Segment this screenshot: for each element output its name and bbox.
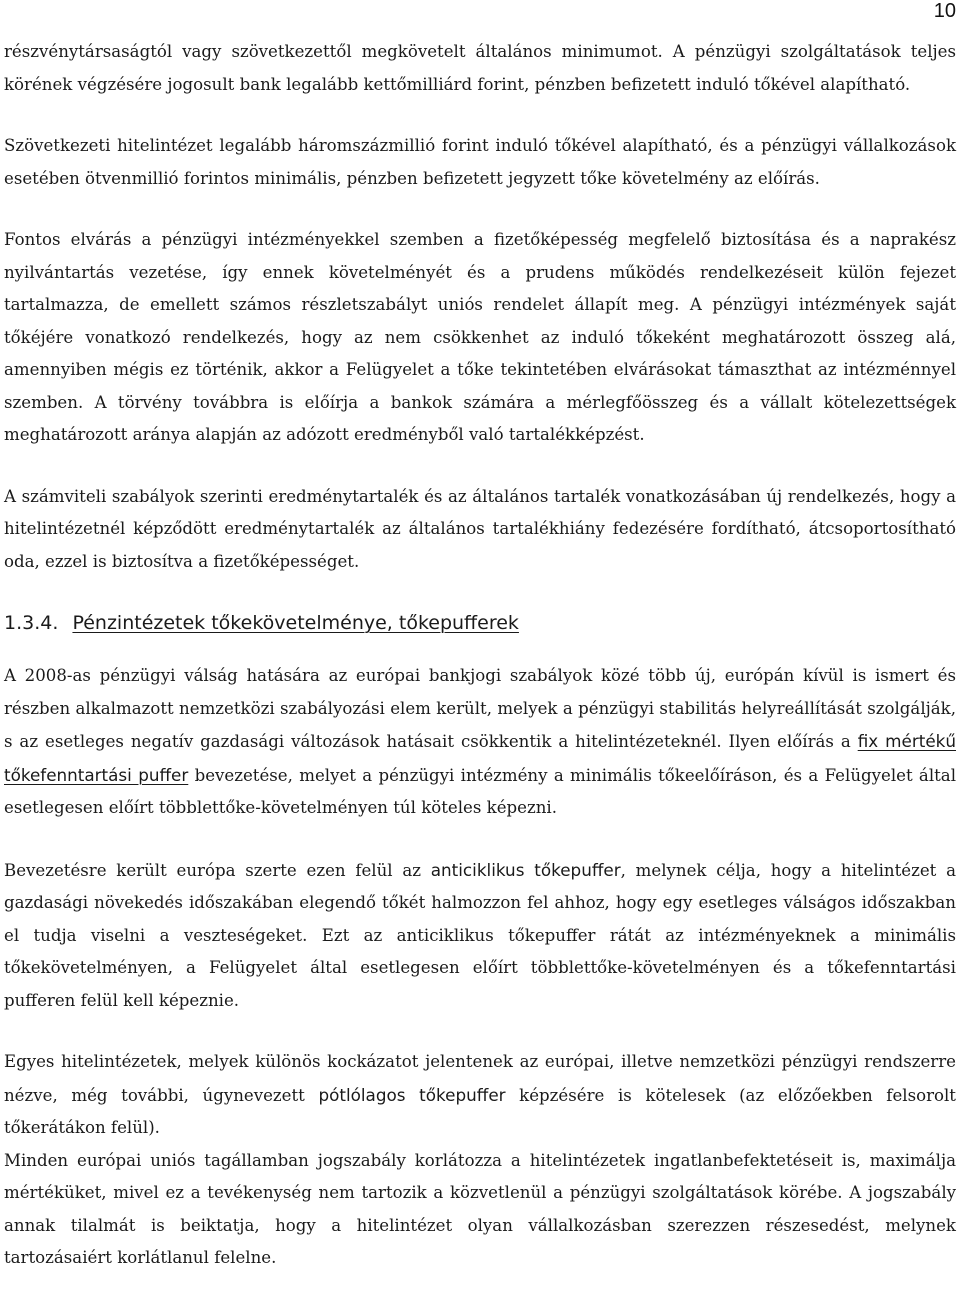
paragraph-text: A 2008-as pénzügyi válság hatására az európai bankjogi szabályok közé több új, európán kívül is ismert és részben alkalmazott nemzetközi szabályozási elem került, melyek a pénzügyi stabilitás helyreállítását szolgálják, s az esetleges negatív gazdasági változások hatásait csökkentik a hitelintézeteknél. Ilyen előírás a <box>4 666 956 751</box>
paragraph-solvency: Fontos elvárás a pénzügyi intézményekkel szemben a fizetőképesség megfelelő biztosítása és a naprakész nyilvántartás vezetése, így ennek követelményét és a prudens működés rendelkezéseit külön fejezet tartalmazza, de emellett számos részletszabályt uniós rendelet állapít meg. A pénzügyi intézmények saját tőkéjére vonatkozó rendelkezés, hogy az nem csökkenhet az induló tőkeként meghatározott összeg alá, amennyiben mégis ez történik, akkor a Felügyelet a tőke tekintetében elvárásokat támaszthat az intézménnyel szemben. A törvény továbbra is előírja a bankok számára a mérlegfőösszeg és a vállalt kötelezettségek meghatározott aránya alapján az adózott eredményből való tartalékképzést. <box>4 230 956 444</box>
document-body <box>4 36 956 1275</box>
paragraph-additional-buffer <box>4 1046 956 1145</box>
paragraph-minimum-capital: részvénytársaságtól vagy szövetkezettől megkövetelt általános minimumot. A pénzügyi szolgáltatások teljes körének végzésére jogosult bank legalább kettőmilliárd forint, pénzben befizetett induló tőkével alapítható. <box>4 42 956 94</box>
paragraph-text: Egyes hitelintézetek, melyek különös kockázatot jelentenek az európai, illetve nemzetközi pénzügyi rendszerre nézve, még további, úgynevezett <box>4 1052 956 1105</box>
term-additional-buffer: pótlólagos tőkepuffer <box>318 1084 506 1105</box>
paragraph-text: , melynek célja, hogy a hitelintézet a gazdasági növekedés időszakában elegendő tőkét halmozzon fel ahhoz, hogy egy esetleges válságos időszakban el tudja viselni a veszteségeket. Ezt az anticiklikus tőkepuffer rátát az intézményeknek a minimális tőkekövetelményen, a Felügyelet által esetlegesen előírt többlettőke-követelményen és a tőkefenntartási pufferen felül kell képeznie. <box>4 860 956 1010</box>
paragraph-text: képzésére is kötelesek (az előzőekben felsorolt tőkerátákon felül). <box>4 1085 956 1137</box>
paragraph-countercyclical-buffer <box>4 854 956 1018</box>
paragraph-text: Bevezetésre került európa szerte ezen felül az <box>4 860 431 880</box>
page-number: 10 <box>933 0 956 22</box>
paragraph-reserves: A számviteli szabályok szerinti eredménytartalék és az általános tartalék vonatkozásában új rendelkezés, hogy a hitelintézetnél képződött eredménytartalék az általános tartalékhiány fedezésére fordítható, átcsoportosítható oda, ezzel is biztosítva a fizetőképességet. <box>4 486 956 571</box>
paragraph-real-estate-investment: Minden európai uniós tagállamban jogszabály korlátozza a hitelintézetek ingatlanbefektetéseit is, maximálja mértéküket, mivel ez a tevékenység nem tartozik a közvetlenül a pénzügyi szolgáltatások körébe. A jogszabály annak tilalmát is beiktatja, hogy a hitelintézet olyan vállalkozásban szerezzen részesedést, melynek tartozásaiért korlátlanul felelne. <box>4 1150 956 1267</box>
section-heading <box>4 607 956 639</box>
term-countercyclical-buffer: anticiklikus tőkepuffer <box>430 859 621 880</box>
paragraph-cooperative-credit: Szövetkezeti hitelintézet legalább háromszázmillió forint induló tőkével alapítható, és a pénzügyi vállalkozások esetében ötvenmillió forintos minimális, pénzben befizetett jegyzett tőke követelmény az előírás. <box>4 136 956 188</box>
section-number: 1.3.4. <box>4 612 59 634</box>
paragraph-text: bevezetése, melyet a pénzügyi intézmény a minimális tőkeelőíráson, és a Felügyelet által esetlegesen előírt többlettőke-követelményen túl köteles képezni. <box>4 765 957 817</box>
term-capital-conservation-buffer: fix mértékű tőkefenntartási puffer <box>4 731 956 785</box>
paragraph-capital-conservation-buffer <box>4 660 956 825</box>
section-title: Pénzintézetek tőkekövetelménye, tőkepufferek <box>72 612 519 634</box>
